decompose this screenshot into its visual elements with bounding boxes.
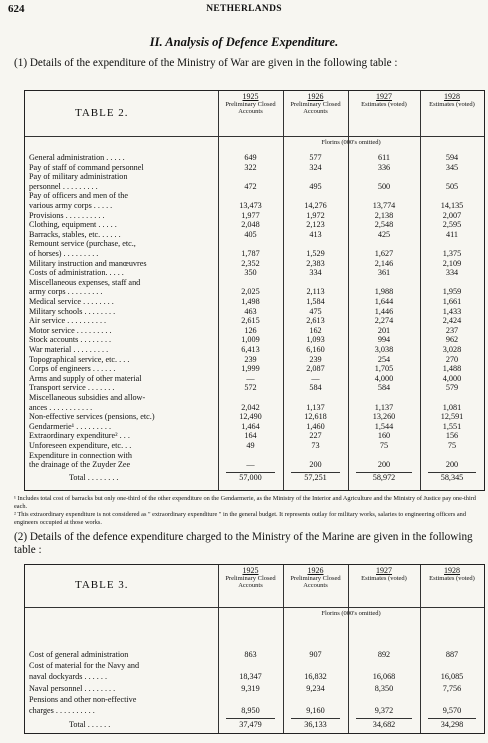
table-row	[25, 705, 484, 716]
cell-value: 1,627	[374, 249, 394, 258]
table-row	[25, 239, 484, 249]
page-header	[8, 3, 480, 17]
cell-value: 270	[445, 354, 459, 364]
table-row	[25, 287, 484, 297]
cell-value: 1,464	[241, 421, 260, 431]
cell-value: 2,138	[374, 210, 394, 220]
cell-value: 162	[309, 325, 322, 335]
cell-value: 12,591	[440, 412, 464, 422]
row-label: Unforeseen expenditure, etc. . .	[29, 441, 132, 450]
cell-value: 2,048	[241, 220, 260, 230]
cell-value: 2,025	[241, 287, 260, 297]
cell-value: 2,007	[442, 210, 462, 220]
table-row	[25, 412, 484, 422]
row-label: Arms and supply of other material	[29, 373, 142, 383]
column-header	[348, 93, 420, 108]
column-year: 1925	[242, 92, 259, 101]
cell-value: 649	[244, 153, 257, 162]
cell-value: 9,160	[306, 706, 325, 715]
cell-value: —	[246, 373, 255, 383]
total-value: 36,133	[304, 720, 327, 730]
table-row	[25, 431, 484, 441]
cell-value: 156	[445, 431, 459, 441]
cell-value: 1,959	[442, 287, 462, 297]
intro-paragraph-2: (2) Details of the defence expenditure charged to the Ministry of the Marine are given in the following table :	[14, 531, 473, 556]
cell-value: 13,473	[239, 201, 262, 210]
cell-value: 1,988	[374, 287, 394, 297]
row-label: Topographical service, etc. . . .	[29, 354, 130, 364]
row-label: Expenditure in connection with	[29, 450, 132, 460]
cell-value: 1,433	[442, 306, 462, 316]
total-label: Total . . . . . . . .	[69, 472, 119, 482]
table-row	[25, 671, 484, 682]
cell-value: 2,146	[374, 258, 394, 268]
row-label: Medical service . . . . . . . .	[29, 297, 114, 306]
cell-value: 1,137	[306, 402, 325, 412]
cell-value: 2,113	[306, 287, 325, 297]
cell-value: 892	[377, 650, 391, 659]
cell-value: 1,498	[241, 297, 260, 306]
cell-value: 577	[309, 153, 322, 162]
table-2	[24, 90, 485, 491]
row-label: Provisions . . . . . . . . . .	[29, 210, 105, 220]
row-label: War material . . . . . . . . .	[29, 345, 109, 354]
table-row	[25, 355, 484, 365]
cell-value: 6,413	[241, 345, 260, 354]
row-label: Naval personnel . . . . . . . .	[29, 683, 116, 693]
table-row	[25, 364, 484, 374]
cell-value: 1,661	[442, 297, 462, 306]
row-label: Miscellaneous expenses, staff and	[29, 277, 141, 287]
cell-value: 572	[244, 383, 257, 393]
cell-value: 1,544	[374, 421, 394, 431]
cell-value: 73	[311, 441, 320, 450]
cell-value: 200	[445, 460, 459, 470]
cell-value: 14,276	[304, 201, 327, 210]
table-row	[25, 649, 484, 660]
cell-value: 1,137	[374, 402, 394, 412]
footnote-1: ¹ Includes total cost of barracks but only one-third of the other expenditure on the Gendarmerie, as the Ministry of the Interior and Agriculture and the Ministry of Justice pay one-third each.	[14, 495, 476, 510]
header-divider	[25, 136, 484, 137]
row-label: Pay of officers and men of the	[29, 191, 128, 201]
cell-value: 18,347	[239, 672, 262, 682]
cell-value: —	[246, 460, 255, 470]
cell-value: 1,093	[306, 335, 325, 345]
cell-value: 463	[244, 306, 257, 316]
cell-value: 237	[445, 325, 459, 335]
row-label: Stock accounts . . . . . . . .	[29, 335, 112, 345]
cell-value: 16,832	[304, 672, 327, 682]
cell-value: 201	[377, 325, 391, 335]
cell-value: 9,372	[374, 706, 394, 715]
cell-value: 2,352	[241, 258, 260, 268]
total-row	[25, 719, 484, 730]
total-value: 37,479	[239, 720, 262, 730]
cell-value: 2,548	[374, 220, 394, 230]
row-label: Military instruction and manœuvres	[29, 258, 147, 268]
cell-value: 413	[309, 229, 322, 239]
cell-value: 611	[378, 153, 390, 162]
cell-value: 2,383	[306, 258, 325, 268]
unit-label: Florins (000's omitted)	[321, 610, 381, 617]
table-row	[25, 403, 484, 413]
cell-value: 1,375	[442, 249, 462, 258]
cell-value: 16,068	[372, 672, 396, 682]
cell-value: 345	[445, 162, 459, 172]
row-label: Military schools . . . . . . . .	[29, 306, 116, 316]
cell-value: 3,038	[374, 345, 394, 354]
row-label: Miscellaneous subsidies and allow-	[29, 393, 146, 402]
row-label: charges . . . . . . . . . .	[29, 706, 95, 715]
column-header	[218, 93, 283, 115]
column-header	[283, 567, 348, 589]
cell-value: 505	[445, 181, 459, 191]
table-row	[25, 393, 484, 403]
table-row	[25, 230, 484, 240]
cell-value: 1,488	[442, 364, 462, 374]
cell-value: 254	[377, 354, 391, 364]
cell-value: 164	[244, 431, 257, 441]
table-row	[25, 307, 484, 317]
table-row	[25, 220, 484, 230]
cell-value: 160	[377, 431, 391, 441]
total-value: 58,972	[372, 472, 396, 482]
cell-value: 12,618	[304, 412, 327, 422]
cell-value: 579	[445, 383, 459, 393]
table-row	[25, 191, 484, 201]
column-header	[420, 567, 484, 582]
cell-value: 200	[309, 460, 322, 470]
cell-value: 75	[447, 441, 457, 450]
table-row	[25, 374, 484, 384]
running-title: NETHERLANDS	[206, 4, 282, 14]
cell-value: 2,042	[241, 402, 260, 412]
table-row	[25, 316, 484, 326]
table-row	[25, 335, 484, 345]
cell-value: 962	[445, 335, 459, 345]
cell-value: 227	[309, 431, 322, 441]
column-desc: Preliminary Closed Accounts	[225, 575, 276, 589]
intro-paragraph-1: (1) Details of the expenditure of the Ministry of War are given in the following table :	[14, 57, 398, 69]
column-header	[348, 567, 420, 582]
column-header	[283, 93, 348, 115]
cell-value: 3,028	[442, 345, 462, 354]
cell-value: 2,109	[442, 258, 462, 268]
cell-value: 8,950	[241, 706, 260, 715]
row-label: Air service . . . . . . . . . .	[29, 316, 107, 326]
section-title: II. Analysis of Defence Expenditure.	[149, 35, 339, 49]
cell-value: 12,490	[239, 412, 262, 422]
table-row	[25, 278, 484, 288]
table-row	[25, 345, 484, 355]
cell-value: 334	[445, 268, 459, 278]
column-year: 1928	[444, 92, 460, 101]
cell-value: 594	[445, 153, 459, 162]
column-year: 1926	[307, 92, 324, 101]
row-label: Barracks, stables, etc. . . . . .	[29, 229, 121, 239]
column-year: 1926	[307, 566, 324, 575]
row-label: Pay of staff of command personnel	[29, 162, 144, 172]
cell-value: 239	[244, 354, 257, 364]
cell-value: 887	[445, 650, 459, 659]
cell-value: 14,135	[440, 201, 464, 210]
row-label: Clothing, equipment . . . . .	[29, 220, 117, 230]
footnote-2: ² This extraordinary expenditure is not considered as " extraordinary expenditure " in the general budget. It represents outlay for military works, salaries to engineering officers and engineers occupied at those works.	[14, 511, 466, 526]
cell-value: 1,460	[306, 421, 325, 431]
row-label: Gendarmerie¹ . . . . . . . . .	[29, 421, 112, 431]
row-label: Transport service . . . . . . .	[29, 383, 115, 393]
cell-value: 495	[309, 181, 322, 191]
row-label: Cost of general administration	[29, 650, 129, 659]
column-year: 1927	[376, 92, 392, 101]
cell-value: 7,756	[442, 683, 462, 693]
cell-value: 322	[244, 162, 257, 172]
column-desc: Preliminary Closed Accounts	[290, 101, 341, 115]
page-number: 624	[8, 3, 25, 15]
row-label: the drainage of the Zuyder Zee	[29, 460, 131, 470]
cell-value: 584	[309, 383, 322, 393]
cell-value: 361	[377, 268, 391, 278]
total-row	[25, 473, 484, 483]
total-value: 34,682	[372, 720, 396, 730]
cell-value: 425	[377, 229, 391, 239]
cell-value: 472	[244, 181, 257, 191]
row-label: Pay of military administration	[29, 172, 128, 182]
column-desc: Estimates (voted)	[361, 101, 407, 108]
table-row	[25, 163, 484, 173]
table-row	[25, 441, 484, 451]
cell-value: 1,999	[241, 364, 260, 374]
cell-value: 9,570	[442, 706, 462, 715]
column-desc: Preliminary Closed Accounts	[290, 575, 341, 589]
cell-value: 500	[377, 181, 391, 191]
table-row	[25, 326, 484, 336]
row-label: army corps . . . . . . . . .	[29, 287, 103, 297]
table-row	[25, 259, 484, 269]
cell-value: 200	[377, 460, 391, 470]
table-row	[25, 249, 484, 259]
table-row	[25, 451, 484, 461]
cell-value: 350	[244, 268, 257, 278]
total-label: Total . . . . . .	[69, 720, 111, 730]
table-row	[25, 297, 484, 307]
header-divider	[25, 607, 484, 608]
cell-value: 239	[309, 354, 322, 364]
cell-value: 994	[377, 335, 391, 345]
row-label: Pensions and other non-effective	[29, 694, 137, 704]
cell-value: 907	[309, 650, 322, 659]
table-row	[25, 460, 484, 470]
cell-value: 1,446	[374, 306, 394, 316]
cell-value: 126	[244, 325, 257, 335]
cell-value: 336	[377, 162, 391, 172]
row-label: Corps of engineers . . . . . .	[29, 364, 116, 374]
unit-label: Florins (000's omitted)	[321, 139, 381, 146]
column-desc: Estimates (voted)	[429, 575, 475, 582]
cell-value: 1,529	[306, 249, 325, 258]
row-label: Extraordinary expenditure² . . .	[29, 431, 130, 441]
cell-value: 1,787	[241, 249, 260, 258]
table-row	[25, 153, 484, 163]
cell-value: 334	[309, 268, 322, 278]
cell-value: 4,000	[374, 373, 394, 383]
row-label: General administration . . . . .	[29, 153, 125, 162]
cell-value: 1,551	[442, 421, 462, 431]
table-row	[25, 268, 484, 278]
table-3	[24, 564, 485, 734]
cell-value: 584	[377, 383, 391, 393]
cell-value: 405	[244, 229, 257, 239]
cell-value: 475	[309, 306, 322, 316]
table-row	[25, 201, 484, 211]
cell-value: 6,160	[306, 345, 325, 354]
cell-value: 2,615	[241, 316, 260, 326]
cell-value: 1,972	[306, 210, 325, 220]
cell-value: 2,613	[306, 316, 325, 326]
cell-value: 2,123	[306, 220, 325, 230]
cell-value: —	[311, 373, 320, 383]
cell-value: 1,584	[306, 297, 325, 306]
cell-value: 49	[246, 441, 255, 450]
cell-value: 1,977	[241, 210, 260, 220]
column-desc: Estimates (voted)	[361, 575, 407, 582]
table-row	[25, 660, 484, 671]
cell-value: 1,009	[241, 335, 260, 345]
cell-value: 75	[379, 441, 389, 450]
column-desc: Estimates (voted)	[429, 101, 475, 108]
cell-value: 2,087	[306, 364, 325, 374]
cell-value: 13,260	[372, 412, 396, 422]
cell-value: 1,081	[442, 402, 462, 412]
row-label: Remount service (purchase, etc.,	[29, 239, 136, 249]
table-name: TABLE 3.	[75, 579, 129, 591]
table-row	[25, 182, 484, 192]
column-header	[218, 567, 283, 589]
table-row	[25, 422, 484, 432]
cell-value: 2,274	[374, 316, 394, 326]
cell-value: 2,595	[442, 220, 462, 230]
row-label: ances . . . . . . . . . . .	[29, 402, 93, 412]
total-value: 34,298	[440, 720, 464, 730]
row-label: Cost of material for the Navy and	[29, 661, 140, 671]
table-row	[25, 211, 484, 221]
row-label: various army corps . . . . .	[29, 201, 113, 210]
table-row	[25, 383, 484, 393]
cell-value: 1,705	[374, 364, 394, 374]
row-label: naval dockyards . . . . . .	[29, 672, 107, 682]
total-value: 57,000	[239, 472, 262, 482]
column-header	[420, 93, 484, 108]
row-label: personnel . . . . . . . . .	[29, 181, 98, 191]
cell-value: 8,350	[374, 683, 394, 693]
column-year: 1925	[242, 566, 259, 575]
cell-value: 4,000	[442, 373, 462, 383]
row-label: Non-effective services (pensions, etc.)	[29, 412, 155, 422]
table-row	[25, 694, 484, 705]
cell-value: 16,085	[440, 672, 464, 682]
table-row	[25, 172, 484, 182]
cell-value: 324	[309, 162, 322, 172]
cell-value: 1,644	[374, 297, 394, 306]
cell-value: 411	[446, 229, 458, 239]
cell-value: 863	[244, 650, 257, 659]
row-label: Costs of administration. . . . .	[29, 268, 124, 278]
row-label: Motor service . . . . . . . . .	[29, 325, 112, 335]
cell-value: 2,424	[442, 316, 462, 326]
table-row	[25, 683, 484, 694]
row-label: of horses) . . . . . . . . .	[29, 249, 99, 258]
column-desc: Preliminary Closed Accounts	[225, 101, 276, 115]
cell-value: 9,234	[306, 683, 325, 693]
column-year: 1927	[376, 566, 392, 575]
total-value: 58,345	[440, 472, 464, 482]
cell-value: 13,774	[372, 201, 396, 210]
table-name: TABLE 2.	[75, 106, 129, 119]
cell-value: 9,319	[241, 683, 260, 693]
total-value: 57,251	[304, 472, 327, 482]
column-year: 1928	[444, 566, 460, 575]
